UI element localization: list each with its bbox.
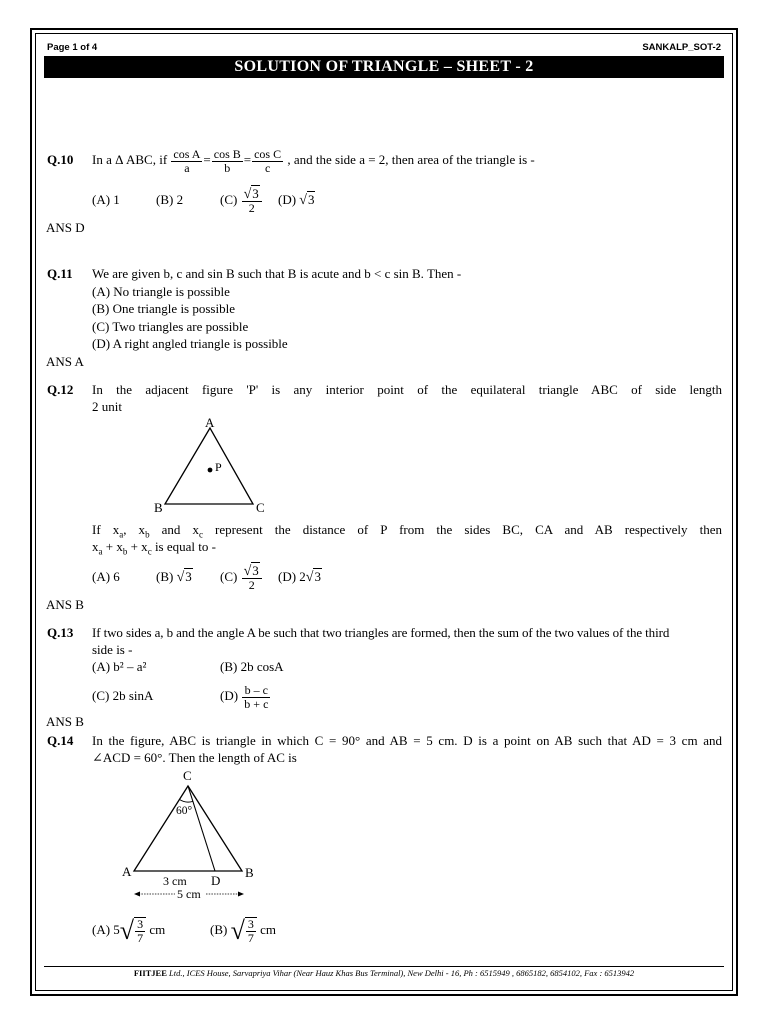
q10-option-b: (B) 2: [156, 192, 184, 207]
q12-label-c: C: [256, 500, 265, 515]
q10-number: Q.10: [47, 152, 74, 167]
q13-answer: ANS B: [46, 714, 84, 729]
q14-label-a: A: [122, 864, 132, 879]
page-number: Page 1 of 4: [47, 42, 98, 53]
footer-text: Ltd., ICES House, Sarvapriya Vihar (Near Hauz Khas Bus Terminal), New Delhi - 16, Ph : 6515949 , 6865182, 6854102, Fax : 6513942: [166, 968, 635, 978]
q13-question-line2: side is -: [92, 642, 133, 657]
q12-option-b: (B) √3: [156, 569, 192, 585]
q11-option-b: (B) One triangle is possible: [92, 301, 235, 316]
q12-question-line4: $x_a + x_b + x_c$ is equal to -: [92, 539, 216, 557]
q14-label-b: B: [245, 865, 254, 880]
q12-number: Q.12: [47, 382, 74, 397]
q12-option-d: (D) 2√3: [278, 569, 321, 585]
q13-option-c: (C) 2b sinA: [92, 688, 154, 703]
q10-option-d: (D) √3: [278, 192, 315, 208]
q14-ad-label: 3 cm: [163, 874, 187, 888]
q10-option-c: (C) $\frac{√3}{2}$: [220, 184, 263, 216]
q10-answer: ANS D: [46, 220, 85, 235]
q14-arrow-left: [134, 892, 140, 897]
q14-arrow-right: [238, 892, 244, 897]
q14-option-b: (B) √ $\frac{3}{7}$ cm: [210, 916, 277, 946]
q14-ab-label: 5 cm: [177, 887, 201, 901]
q14-option-a: (A) 5√ $\frac{3}{7}$ cm: [92, 916, 166, 946]
q12-answer: ANS B: [46, 597, 84, 612]
q12-label-a: A: [205, 415, 215, 430]
q13-option-d: (D) $\frac{b - c}{b + c}$: [220, 682, 269, 711]
q11-question: We are given b, c and sin B such that B is acute and b < c sin B. Then -: [92, 266, 462, 281]
q11-option-d: (D) A right angled triangle is possible: [92, 336, 288, 351]
q14-triangle: [134, 786, 242, 871]
q12-point-p: [208, 468, 213, 473]
footer-brand: FIITJEE: [133, 968, 167, 978]
q14-line-cd: [188, 786, 215, 871]
q12-label-p: P: [215, 460, 222, 474]
q10-option-a: (A) 1: [92, 192, 120, 207]
q14-question-line2: ∠ACD = 60°. Then the length of AC is: [92, 750, 297, 765]
q12-option-c: (C) $\frac{√3}{2}$: [220, 561, 263, 593]
q10-fraction-1: $\frac{\text{cos A}}{a}$: [173, 146, 201, 175]
q11-option-a: (A) No triangle is possible: [92, 284, 230, 299]
q12-triangle: [165, 428, 253, 504]
q13-option-b: (B) 2b cosA: [220, 659, 284, 674]
q12-question-line2: 2 unit: [92, 399, 122, 414]
q12-question-line3: If $x_a$, $x_b$ and $x_c$ represent the distance of P from the sides BC, CA and AB respectively then: [92, 522, 722, 540]
q12-option-a: (A) 6: [92, 569, 120, 584]
q10-question: In a Δ ABC, if $\frac{\text{cos A}}{a}$ = $\frac{\text{cos B}}{b}$ = $\frac{\text{cos C}}{c}$ , and the side a = 2, then area of the triangle is -: [92, 146, 535, 175]
q13-number: Q.13: [47, 625, 74, 640]
q13-option-a: (A) b² – a²: [92, 659, 147, 674]
q14-angle-label: 60°: [176, 805, 193, 817]
sheet-code: SANKALP_SOT-2: [642, 42, 721, 53]
q14-label-d: D: [211, 873, 221, 888]
q10-fraction-3: $\frac{\text{cos C}}{c}$: [254, 146, 282, 175]
q12-question-line1: In the adjacent figure 'P' is any interior point of the equilateral triangle ABC of side length: [92, 382, 722, 397]
q14-number: Q.14: [47, 733, 74, 748]
sheet-title: SOLUTION OF TRIANGLE – SHEET - 2: [44, 56, 724, 78]
q11-answer: ANS A: [46, 354, 84, 369]
q14-angle-arc: [180, 800, 194, 803]
q13-question-line1: If two sides a, b and the angle A be such that two triangles are formed, then the sum of the two values of the third: [92, 625, 670, 640]
q14-triangle-figure: [118, 766, 268, 908]
q12-triangle-figure: [145, 414, 275, 516]
q12-label-b: B: [154, 500, 163, 515]
footer-divider: [44, 966, 724, 967]
q11-number: Q.11: [47, 266, 73, 281]
footer-address: [44, 968, 724, 978]
q10-fraction-2: $\frac{\text{cos B}}{b}$: [213, 146, 241, 175]
q14-label-c: C: [183, 768, 192, 783]
q14-question-line1: In the figure, ABC is triangle in which C = 90° and AB = 5 cm. D is a point on AB such that AD = 3 cm and: [92, 733, 722, 748]
q11-option-c: (C) Two triangles are possible: [92, 319, 249, 334]
